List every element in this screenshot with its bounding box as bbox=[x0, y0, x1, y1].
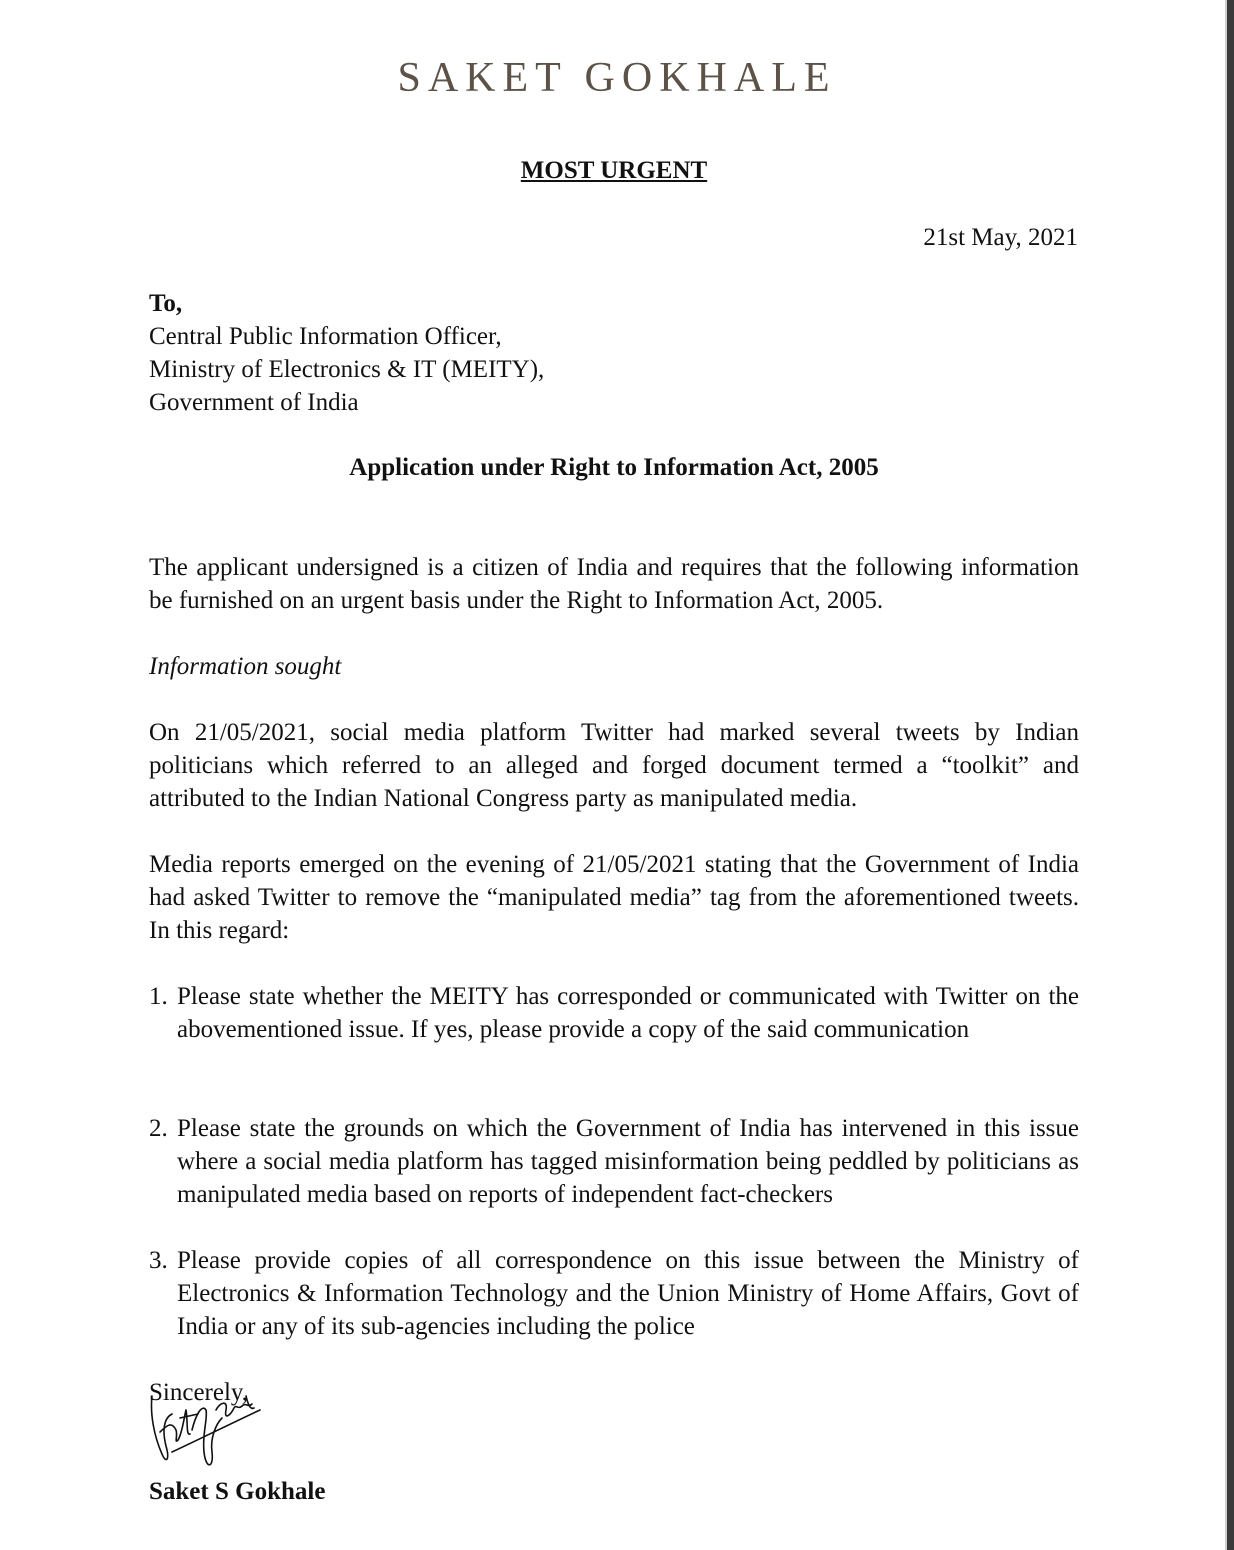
recipient-line: Government of India bbox=[149, 389, 359, 416]
section-heading: Information sought bbox=[149, 653, 342, 680]
recipient-salutation: To, bbox=[149, 290, 183, 317]
closing: Sincerely, bbox=[149, 1379, 249, 1406]
list-item-text: Please state the grounds on which the Government of India has intervened in this issue where a social media platform has tagged misinformation being peddled by politicians as manipulated media based on reports of independent fact-checkers bbox=[177, 1115, 1079, 1208]
recipient-line: Ministry of Electronics & IT (MEITY), bbox=[149, 356, 545, 383]
list-item bbox=[149, 980, 1079, 1046]
list-item bbox=[149, 1244, 1079, 1343]
page-edge bbox=[1227, 0, 1234, 1550]
context-paragraph: Media reports emerged on the evening of 21/05/2021 stating that the Government of India had asked Twitter to remove the “manipulated media” tag from the aforementioned tweets. In this regard: bbox=[149, 851, 1079, 944]
letterhead: SAKET GOKHALE bbox=[397, 55, 837, 101]
letter-date: 21st May, 2021 bbox=[923, 224, 1078, 251]
context-paragraph: On 21/05/2021, social media platform Twitter had marked several tweets by Indian politicians which referred to an alleged and forged document termed a “toolkit” and attributed to the Indian National Congress party as manipulated media. bbox=[149, 719, 1079, 812]
list-item-number: 2. bbox=[149, 1115, 168, 1142]
urgency-heading: MOST URGENT bbox=[520, 157, 708, 184]
subject-line: Application under Right to Information Act, 2005 bbox=[349, 454, 879, 481]
list-item-text: Please provide copies of all correspondence on this issue between the Ministry of Electronics & Information Technology and the Union Ministry of Home Affairs, Govt of India or any of its sub-agencies including the police bbox=[177, 1247, 1079, 1340]
recipient-block bbox=[149, 287, 544, 419]
list-item-number: 1. bbox=[149, 983, 168, 1010]
intro-paragraph: The applicant undersigned is a citizen of India and requires that the following information be furnished on an urgent basis under the Right to Information Act, 2005. bbox=[149, 554, 1079, 614]
list-item-text: Please state whether the MEITY has corresponded or communicated with Twitter on the abovementioned issue. If yes, please provide a copy of the said communication bbox=[177, 983, 1079, 1043]
list-item bbox=[149, 1112, 1079, 1211]
signer-name: Saket S Gokhale bbox=[149, 1478, 326, 1505]
list-item-number: 3. bbox=[149, 1247, 168, 1274]
recipient-line: Central Public Information Officer, bbox=[149, 323, 502, 350]
handwritten-signature bbox=[142, 1374, 266, 1474]
